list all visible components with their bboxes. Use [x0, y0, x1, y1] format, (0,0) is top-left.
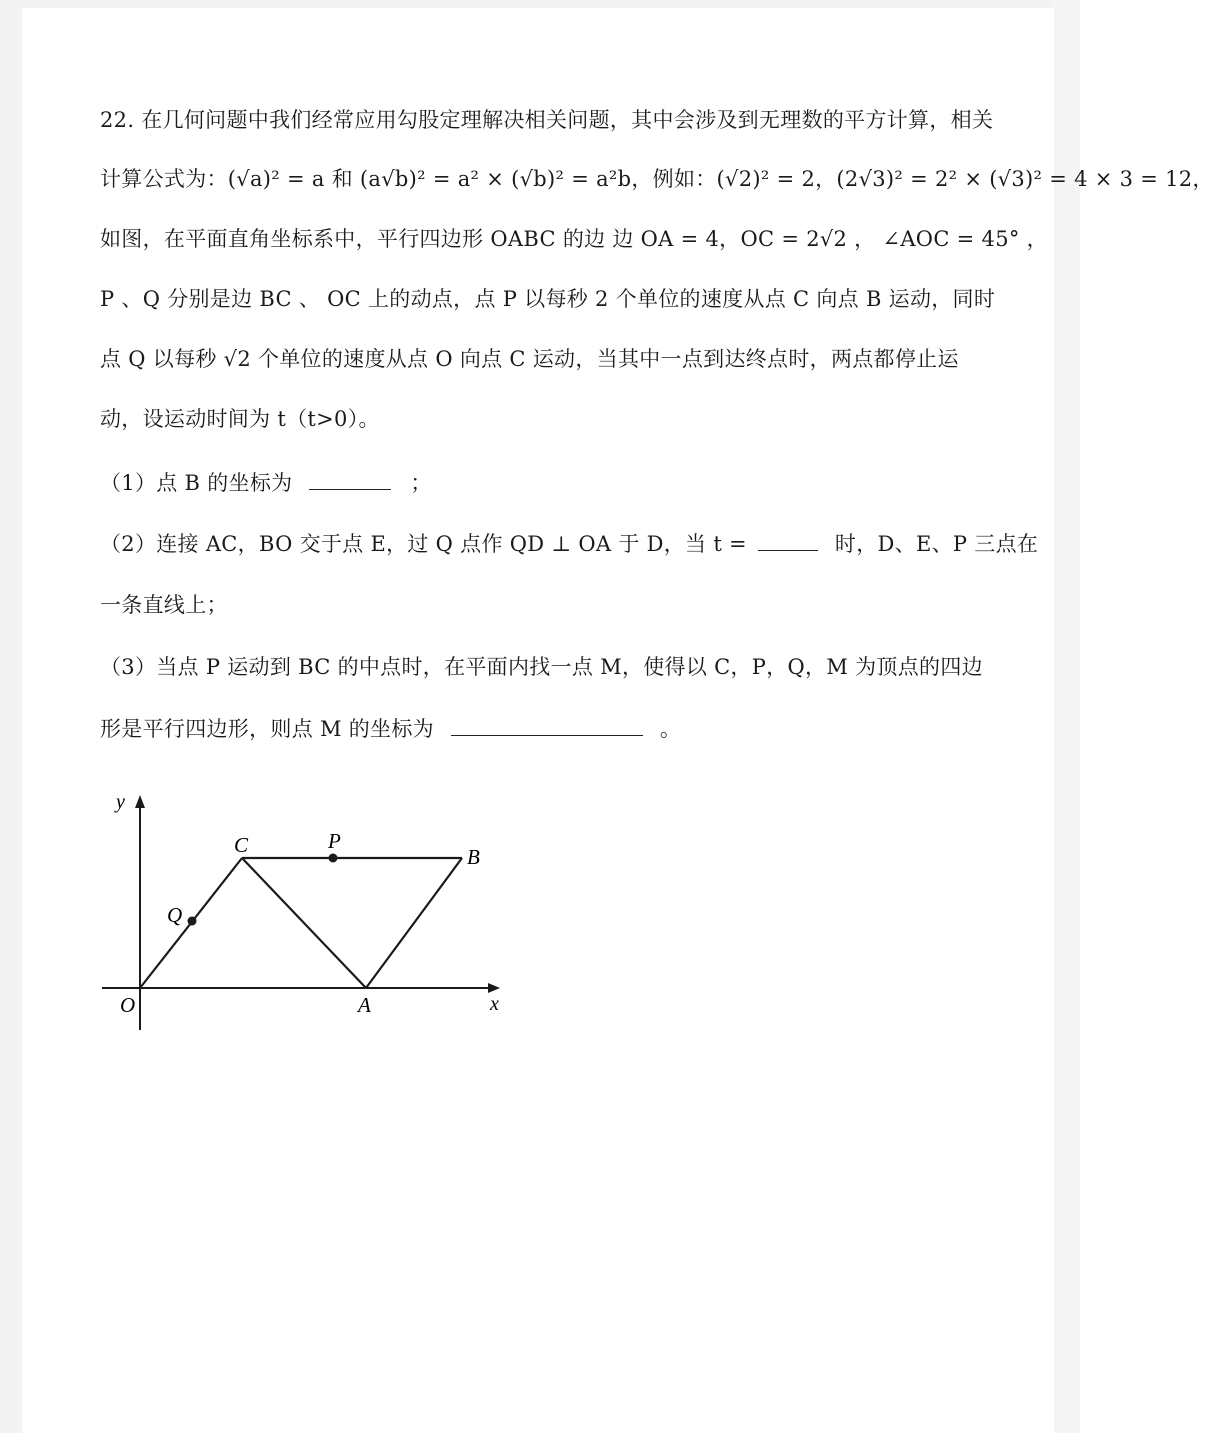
problem-line-6: 动，设运动时间为 t（t>0）。: [100, 407, 380, 431]
problem-line-4: P 、Q 分别是边 BC 、 OC 上的动点，点 P 以每秒 2 个单位的速度从点 C 向点 B 运动，同时: [100, 287, 996, 311]
question-2: [100, 528, 1038, 559]
label-q: Q: [167, 903, 183, 927]
answer-blank-3[interactable]: [451, 713, 643, 736]
segment-ca: [242, 858, 366, 988]
question-2-continued: 一条直线上；: [100, 593, 228, 617]
problem-line-3: 如图，在平面直角坐标系中，平行四边形 OABC 的边 边 OA = 4，OC = 2√2 ， ∠AOC = 45° ，: [100, 227, 1048, 251]
question-2-text-end: 时，D、E、P 三点在: [834, 532, 1039, 556]
point-q: [188, 917, 197, 926]
page-edge-top: [0, 0, 1080, 8]
answer-blank-2[interactable]: [758, 528, 818, 551]
label-x: x: [490, 993, 499, 1015]
problem-line-1: 22. 在几何问题中我们经常应用勾股定理解决相关问题，其中会涉及到无理数的平方计算，相关: [100, 108, 994, 132]
label-o: O: [120, 993, 136, 1017]
question-3-continued: [100, 713, 681, 744]
question-3: （3）当点 P 运动到 BC 的中点时，在平面内找一点 M，使得以 C，P，Q，M 为顶点的四边: [100, 655, 983, 679]
label-a: A: [358, 993, 371, 1017]
side-ba: [366, 858, 462, 988]
label-p: P: [328, 829, 341, 853]
page-edge-left: [0, 0, 22, 1433]
label-b: B: [467, 845, 480, 869]
question-3-text: 形是平行四边形，则点 M 的坐标为: [100, 717, 434, 741]
label-c: C: [234, 833, 249, 857]
y-axis-arrow: [135, 795, 145, 808]
problem-line-2: 计算公式为：(√a)² = a 和 (a√b)² = a² × (√b)² = a²b，例如：(√2)² = 2，(2√3)² = 2² × (√3)² = 4 × 3 = 12，: [100, 167, 1214, 191]
point-p: [329, 854, 338, 863]
question-1-end: ；: [410, 471, 432, 495]
label-y: y: [116, 791, 125, 813]
question-1: [100, 467, 432, 498]
problem-line-5: 点 Q 以每秒 √2 个单位的速度从点 O 向点 C 运动，当其中一点到达终点时，两点都停止运: [100, 347, 959, 371]
question-2-text: （2）连接 AC，BO 交于点 E，过 Q 点作 QD ⊥ OA 于 D，当 t =: [100, 532, 747, 556]
x-axis-arrow: [488, 983, 500, 993]
question-3-end: 。: [659, 717, 682, 741]
answer-blank-1[interactable]: [309, 467, 391, 490]
question-1-text: （1）点 B 的坐标为: [100, 471, 293, 495]
coordinate-figure: [90, 780, 530, 1040]
page-edge-right: [1054, 0, 1080, 1433]
